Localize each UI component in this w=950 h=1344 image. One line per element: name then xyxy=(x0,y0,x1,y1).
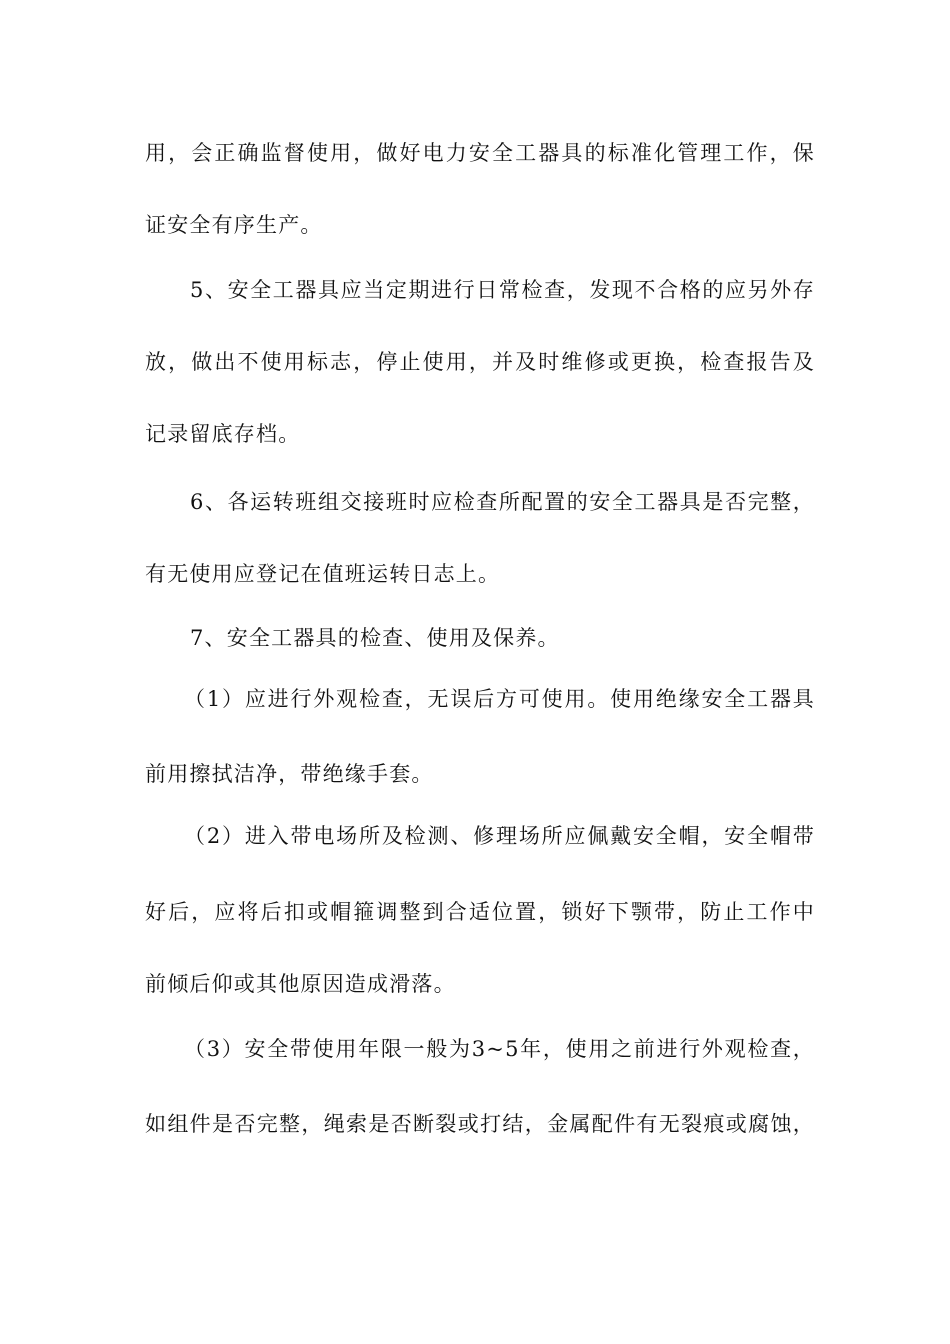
text-line: 好后，应将后扣或帽箍调整到合适位置，锁好下颚带，防止工作中 xyxy=(145,900,815,924)
text-line: （1）应进行外观检查，无误后方可使用。使用绝缘安全工器具 xyxy=(184,687,815,711)
text-line: 有无使用应登记在值班运转日志上。 xyxy=(145,562,501,586)
text-line: 前倾后仰或其他原因造成滑落。 xyxy=(145,972,456,996)
text-line: 6、各运转班组交接班时应检查所配置的安全工器具是否完整， xyxy=(190,490,815,514)
text-line: 前用擦拭洁净，带绝缘手套。 xyxy=(145,762,434,786)
text-line: 5、安全工器具应当定期进行日常检查，发现不合格的应另外存 xyxy=(190,278,815,302)
text-line: 证安全有序生产。 xyxy=(145,213,323,237)
text-line: （2）进入带电场所及检测、修理场所应佩戴安全帽，安全帽带 xyxy=(184,824,815,848)
text-line: 记录留底存档。 xyxy=(145,422,301,446)
text-line: 用，会正确监督使用，做好电力安全工器具的标准化管理工作，保 xyxy=(145,141,815,165)
text-line: （3）安全带使用年限一般为3~5年，使用之前进行外观检查， xyxy=(184,1037,815,1061)
text-line: 如组件是否完整，绳索是否断裂或打结，金属配件有无裂痕或腐蚀， xyxy=(145,1112,815,1136)
text-line: 放，做出不使用标志，停止使用，并及时维修或更换，检查报告及 xyxy=(145,350,815,374)
text-line: 7、安全工器具的检查、使用及保养。 xyxy=(190,626,560,650)
